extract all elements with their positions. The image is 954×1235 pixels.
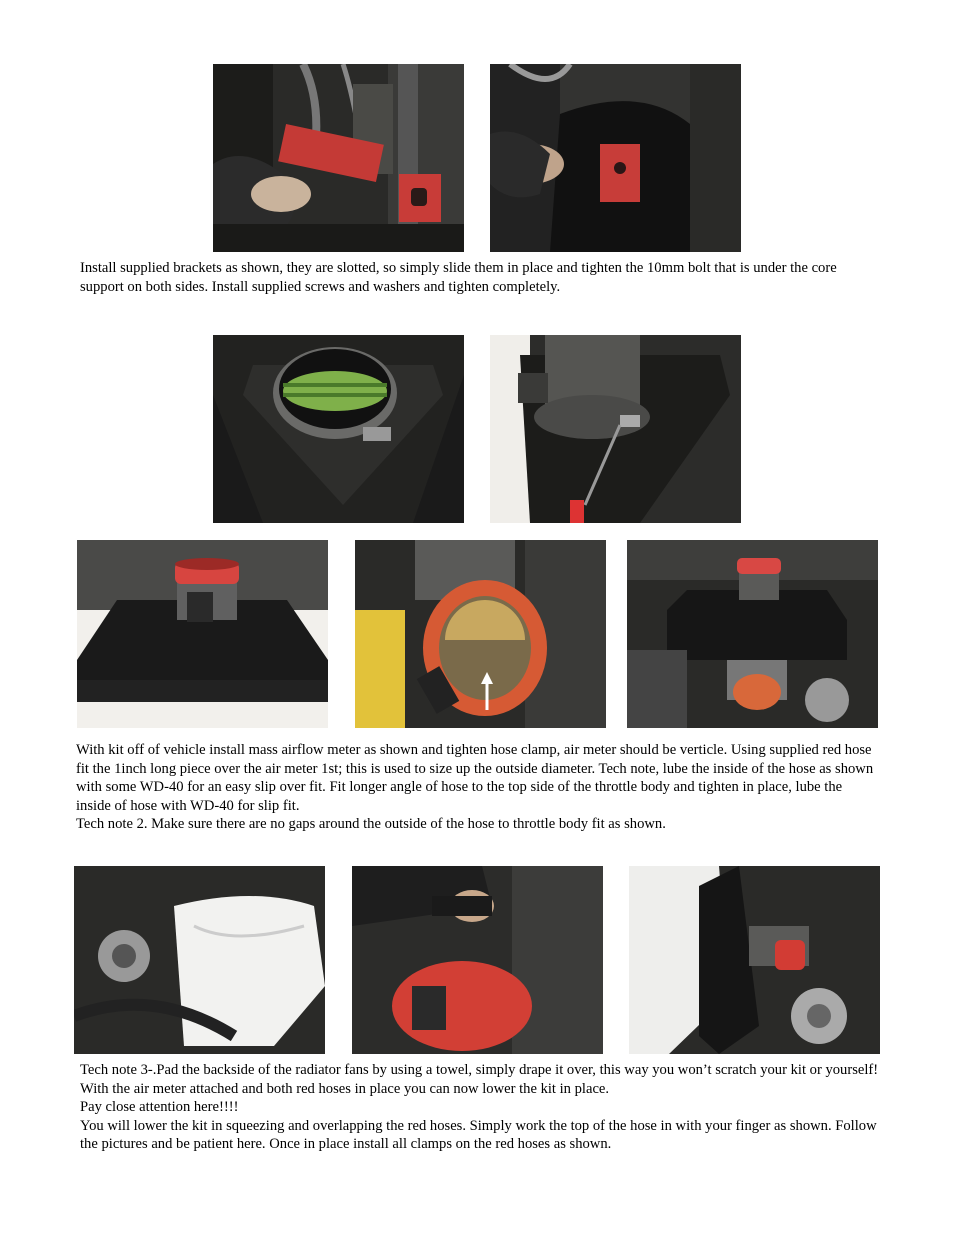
photo-kit-lowered (629, 866, 880, 1054)
photo-hose-on-throttle-body (355, 540, 606, 728)
caption-towel-para-2: Pay close attention here!!!! (80, 1099, 239, 1116)
photo-bracket-install-right (490, 64, 741, 252)
caption-towel-para-1: Tech note 3-.Pad the backside of the radiator fans by using a towel, simply drape it over, this way you won’t scratch your kit or yourself! With the air meter attached and both red hoses in place you can now lower the kit in place. (80, 1062, 879, 1097)
photo-filter-opening (213, 335, 464, 523)
caption-maf-hose-para-2: Tech note 2. Make sure there are no gaps around the outside of the hose to throttle body fit as shown. (76, 816, 666, 833)
photo-squeeze-hose (352, 866, 603, 1054)
caption-maf-hose (76, 741, 876, 834)
caption-maf-hose-para-1: With kit off of vehicle install mass airflow meter as shown and tighten hose clamp, air meter should be verticle. Using supplied red hose fit the 1inch long piece over the air meter 1st; this is used to size up the outside diameter. Tech note, lube the inside of the hose as shown with some WD-40 for an easy slip over fit. Fit longer angle of hose to the top side of the throttle body and tighten in place, lube the inside of hose with WD-40 for slip fit. (76, 742, 874, 814)
caption-brackets (80, 259, 880, 296)
caption-towel-para-3: You will lower the kit in squeezing and overlapping the red hoses. Simply work the top of the hose in with your finger as shown. Follow the pictures and be patient here. Once in place install all clamps on the red hoses as shown. (80, 1117, 877, 1153)
photo-bracket-install-left (213, 64, 464, 252)
photo-kit-in-engine-bay (627, 540, 878, 728)
caption-brackets-text: Install supplied brackets as shown, they are slotted, so simply slide them in place and tighten the 10mm bolt that is under the core support on both sides. Install supplied screws and washers and tighten completely. (80, 260, 837, 295)
photo-maf-with-red-hose (77, 540, 328, 728)
photo-maf-clamp (490, 335, 741, 523)
photo-towel-padding (74, 866, 325, 1054)
caption-towel-lower-kit (80, 1061, 880, 1154)
